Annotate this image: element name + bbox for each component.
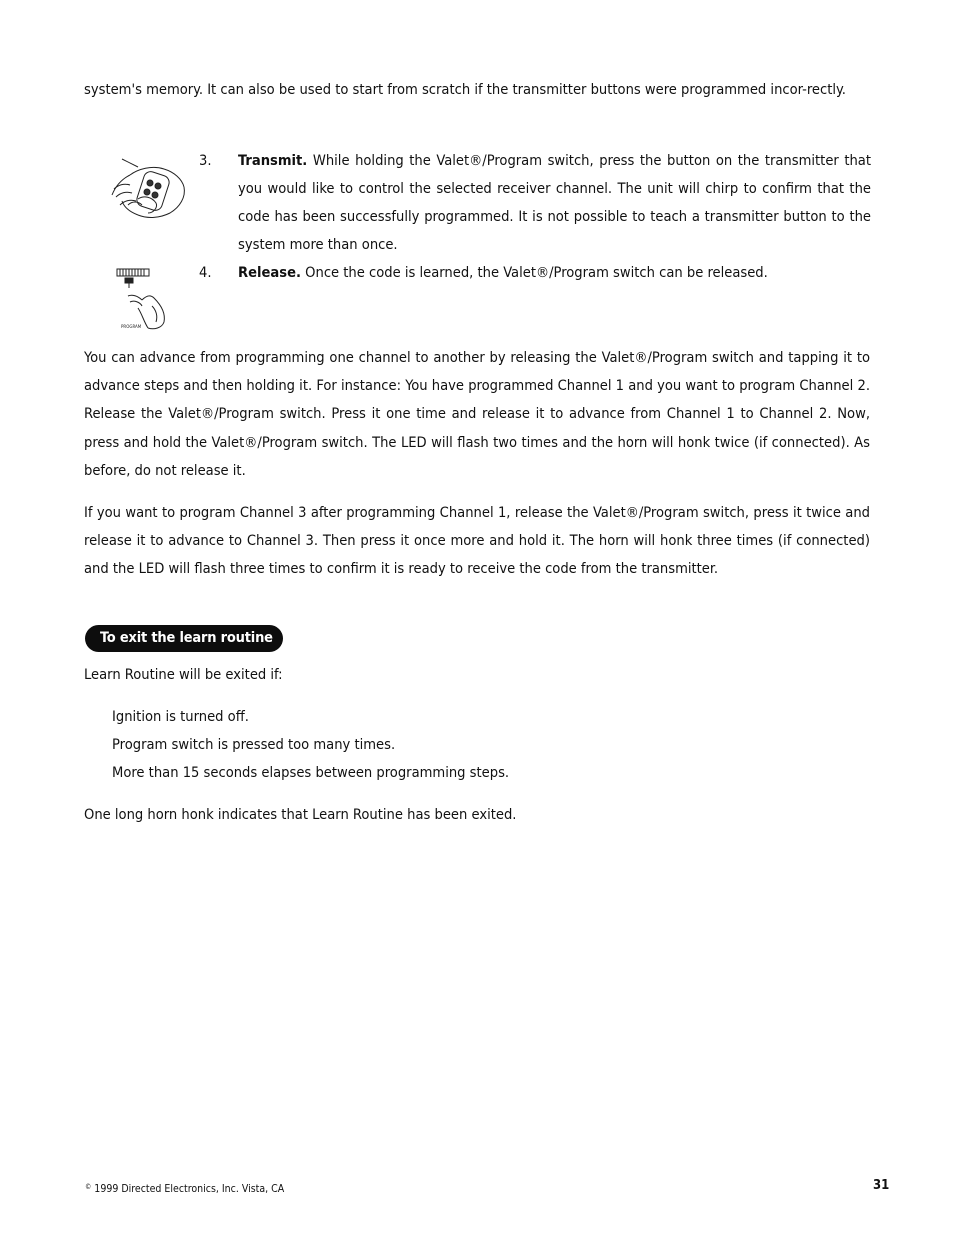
page-number: 31 bbox=[873, 1178, 890, 1193]
step-transmit bbox=[199, 147, 871, 259]
step-text: While holding the Valet®/Program switch, press the button on the transmitter that you would like to control the selected receiver channel. The unit will chirp to confirm that the code has been successfully programmed. It is not possible to teach a transmitter button to the system more than once. bbox=[238, 152, 871, 253]
step-release bbox=[199, 259, 871, 287]
exit-condition: More than 15 seconds elapses between programming steps. bbox=[112, 764, 510, 781]
step-title: Release. bbox=[238, 264, 301, 281]
exit-note: One long horn honk indicates that Learn Routine has been exited. bbox=[84, 806, 517, 823]
exit-condition: Ignition is turned off. bbox=[112, 708, 249, 725]
exit-intro: Learn Routine will be exited if: bbox=[84, 666, 283, 683]
section-heading: To exit the learn routine bbox=[85, 625, 283, 652]
finger-releasing-switch-icon bbox=[112, 266, 172, 332]
svg-text:PROGRAM: PROGRAM bbox=[121, 324, 142, 329]
step-body bbox=[238, 259, 871, 287]
step-text: Once the code is learned, the Valet®/Program switch can be released. bbox=[301, 264, 768, 281]
copyright-symbol: © bbox=[85, 1183, 92, 1191]
intro-paragraph: system's memory. It can also be used to start from scratch if the transmitter buttons were programmed incor-rectly. bbox=[84, 81, 846, 98]
copyright bbox=[85, 1180, 284, 1196]
step-title: Transmit. bbox=[238, 152, 308, 169]
step-body bbox=[238, 147, 871, 259]
exit-condition: Program switch is pressed too many times. bbox=[112, 736, 396, 753]
channel-3-paragraph: If you want to program Channel 3 after programming Channel 1, release the Valet®/Program switch, press it twice and release it to advance to Channel 3. Then press it once more and hold it. The horn will honk three times (if connected) and the LED will flash three times to confirm it is ready to receive the code from the transmitter. bbox=[84, 504, 870, 578]
hand-holding-transmitter-icon bbox=[108, 155, 190, 223]
step-number: 3. bbox=[199, 152, 212, 169]
advance-channel-paragraph: You can advance from programming one channel to another by releasing the Valet®/Program switch and tapping it to advance steps and then holding it. For instance: You have programmed Channel 1 and you want to program Channel 2. Release the Valet®/Program switch. Press it one time and release it to advance from Channel 1 to Channel 2. Now, press and hold the Valet®/Program switch. The LED will flash two times and the horn will honk twice (if connected). As before, do not release it. bbox=[84, 349, 870, 479]
step-number: 4. bbox=[199, 264, 212, 281]
copyright-text: 1999 Directed Electronics, Inc. Vista, CA bbox=[91, 1183, 285, 1195]
